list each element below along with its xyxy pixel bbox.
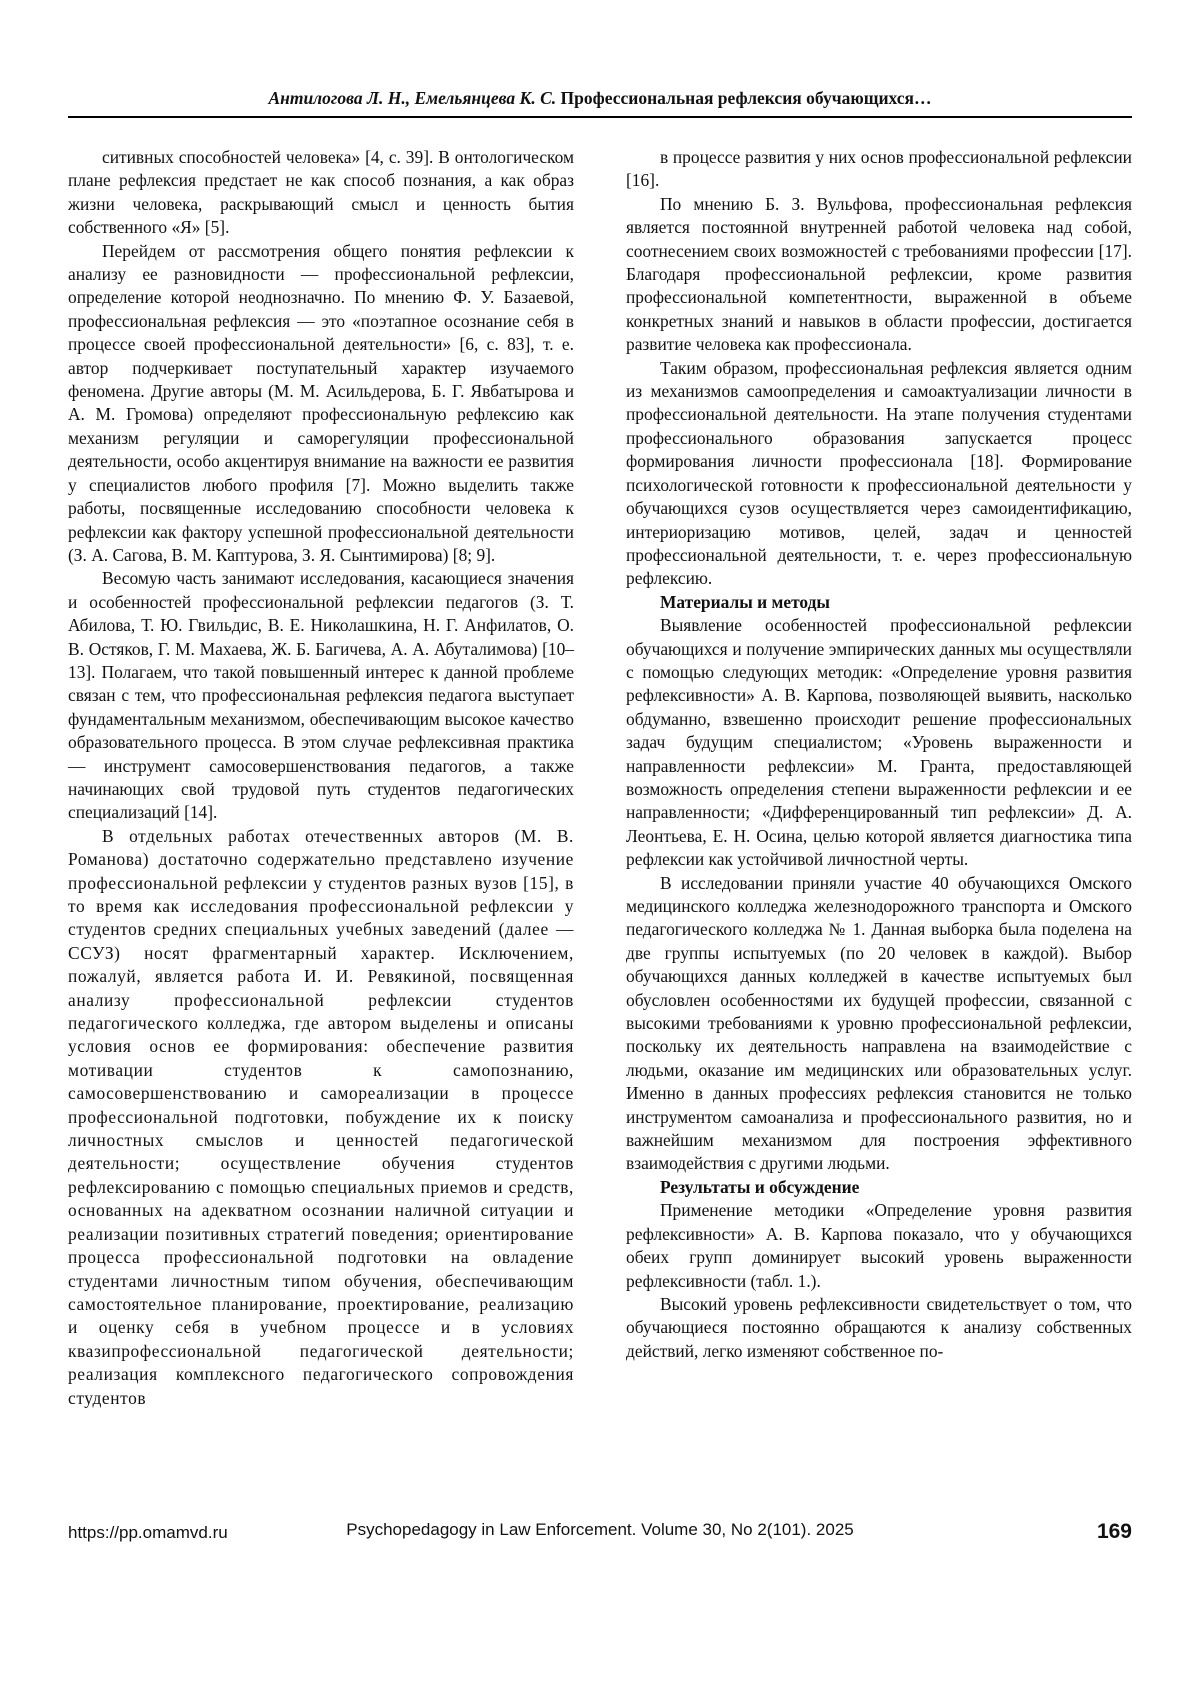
paragraph: В отдельных работах отечественных авторов (М. В. Романова) достаточно содержательно представлено изучение профессиональной рефлексии у студентов разных вузов [15], в то время как исследования профессиональной рефлексии у студентов средних специальных учебных заведений (далее — ССУЗ) носят фрагментарный характер. Исключением, пожалуй, является работа И. И. Ревякиной, посвященная анализу профессиональной рефлексии студентов педагогического колледжа, где автором выделены и описаны условия основ ее формирования: обеспечение развития мотивации студентов к самопознанию, самосовершенствованию и самореализации в процессе профессиональной подготовки, побуждение их к поиску личностных смыслов и ценностей педагогической деятельности; осуществление обучения студентов рефлексированию с помощью специальных приемов и средств, основанных на адекватном осознании наличной ситуации и реализации позитивных стратегий поведения; ориентирование процесса профессиональной подготовки на овладение студентами личностным типом обучения, обеспечивающим самостоятельное планирование, проектирование, реализацию и оценку себя в учебном процессе и в условиях квазипрофессиональной педагогической деятельности; реализация комплексного педагогического сопровождения студентов [68, 825, 574, 1408]
paragraph: ситивных способностей человека» [4, с. 39]. В онтологическом плане рефлексия предстает не как способ познания, а как образ жизни человека, раскрывающий смысл и ценность бытия собственного «Я» [5]. [68, 147, 574, 238]
paragraph: По мнению Б. З. Вульфова, профессиональная рефлексия является постоянной внутренней работой человека над собой, соотнесением своих возможностей с требованиями профессии [17]. Благодаря профессиональной рефлексии, кроме развития профессиональной компетентности, выраженной в объеме конкретных знаний и навыков в области профессии, достигается развитие человека как профессионала. [626, 193, 1132, 355]
left-column [68, 146, 574, 1451]
paragraph: Выявление особенностей профессиональной рефлексии обучающихся и получение эмпирических данных мы осуществляли с помощью следующих методик: «Определение уровня развития рефлексивности» А. В. Карпова, позволяющей выявить, насколько обдуманно, взвешенно происходит решение профессиональных задач будущим специалистом; «Уровень выраженности и направленности рефлексии» М. Гранта, предоставляющей возможность определения степени выраженности рефлексии и ее направленности; «Дифференцированный тип рефлексии» Д. А. Леонтьева, Е. Н. Осина, целью которой является диагностика типа рефлексии как устойчивой личностной черты. [626, 615, 1132, 870]
running-head-title: Профессиональная рефлексия обучающихся… [556, 88, 932, 108]
paragraph: Высокий уровень рефлексивности свидетельствует о том, что обучающиеся постоянно обращаются к анализу собственных действий, легко изменяют собственное по- [626, 1293, 1132, 1361]
page-footer [68, 1520, 1132, 1544]
right-column [626, 146, 1132, 1451]
body-columns [68, 146, 1132, 1451]
paragraph: В исследовании приняли участие 40 обучающихся Омского медицинского колледжа железнодорожного транспорта и Омского педагогического колледжа № 1. Данная выборка была поделена на две группы испытуемых (по 20 человек в каждой). Выбор обучающихся данных колледжей в качестве испытуемых был обусловлен особенностями их будущей профессии, связанной с высокими требованиями к уровню профессиональной рефлексии, поскольку их деятельность направлена на взаимодействие с людьми, оказание им медицинских или образовательных услуг. Именно в данных профессиях рефлексия становится не только инструментом самоанализа и профессионального развития, но и важнейшим механизмом для построения эффективного взаимодействия с другими людьми. [626, 872, 1132, 1174]
paragraph: Таким образом, профессиональная рефлексия является одним из механизмов самоопределения и самоактуализации личности в профессиональной деятельности. На этапе получения студентами профессионального образования запускается процесс формирования личности профессионала [18]. Формирование психологической готовности к профессиональной деятельности у обучающихся сузов осуществляется через самоидентификацию, интериоризацию мотивов, целей, задач и ценностей профессиональной деятельности, т. е. через профессиональную рефлексию. [626, 357, 1132, 589]
header-divider [68, 116, 1132, 118]
paragraph: Применение методики «Определение уровня развития рефлексивности» А. В. Карпова показало, что у обучающихся обеих групп доминирует высокий уровень выраженности рефлексивности (табл. 1.). [626, 1200, 1132, 1291]
running-head-authors: Антилогова Л. Н., Емельянцева К. С. [268, 88, 557, 108]
paragraph: в процессе развития у них основ профессиональной рефлексии [16]. [626, 147, 1132, 191]
paragraph: Перейдем от рассмотрения общего понятия рефлексии к анализу ее разновидности — профессиональной рефлексии, определение которой неоднозначно. По мнению Ф. У. Базаевой, профессиональная рефлексия — это «поэтапное осознание себя в процессе своей профессиональной деятельности» [6, с. 83], т. е. автор подчеркивает поступательный характер изучаемого феномена. Другие авторы (М. М. Асильдерова, Б. Г. Явбатырова и А. М. Громова) определяют профессиональную рефлексию как механизм регуляции и саморегуляции профессиональной деятельности, особо акцентируя внимание на важности ее развития у специалистов любого профиля [7]. Можно выделить также работы, посвященные исследованию способности человека к рефлексии как фактору успешной профессиональной деятельности (З. А. Сагова, В. М. Каптурова, З. Я. Сынтимирова) [8; 9]. [68, 240, 574, 565]
paragraph: Весомую часть занимают исследования, касающиеся значения и особенностей профессиональной рефлексии педагогов (З. Т. Абилова, Т. Ю. Гвильдис, В. Е. Николашкина, Н. Г. Анфилатов, О. В. Остяков, Г. М. Махаева, Ж. Б. Багичева, А. А. Абуталимова) [10–13]. Полагаем, что такой повышенный интерес к данной проблеме связан с тем, что профессиональная рефлексия педагога выступает фундаментальным механизмом, обеспечивающим высокое качество образовательного процесса. В этом случае рефлексивная практика — инструмент самосовершенствования педагогов, а также начинающих свой трудовой путь студентов педагогических специализаций [14]. [68, 568, 574, 823]
page-number: 169 [1096, 1520, 1132, 1543]
journal-citation: Psychopedagogy in Law Enforcement. Volume 30, No 2(101). 2025 [346, 1520, 854, 1539]
running-head [68, 88, 1132, 109]
journal-url[interactable]: https://pp.omamvd.ru [68, 1523, 228, 1542]
section-heading-materials-and-methods: Материалы и методы [660, 591, 830, 612]
section-heading-results-and-discussion: Результаты и обсуждение [660, 1176, 860, 1197]
